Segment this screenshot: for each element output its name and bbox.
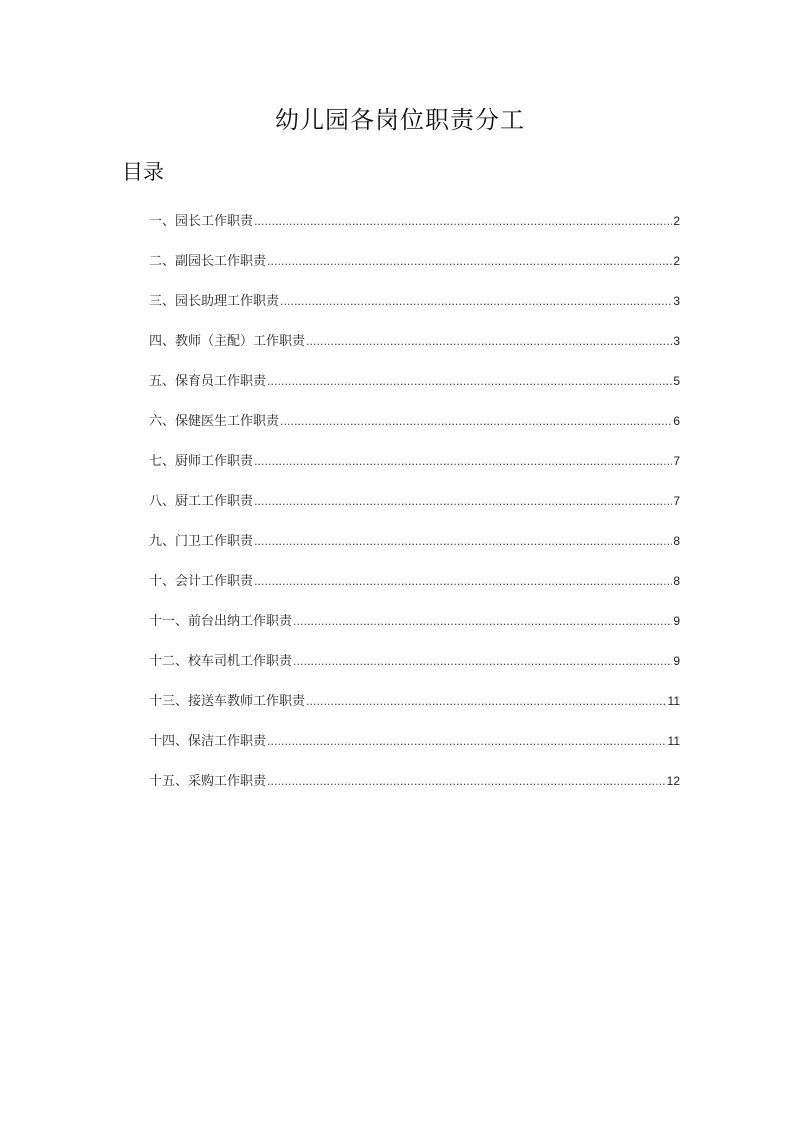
toc-entry[interactable] bbox=[149, 250, 680, 290]
toc-entry-page: 2 bbox=[673, 214, 680, 228]
toc-entry-label: 十二、校车司机工作职责 bbox=[149, 654, 293, 669]
toc-entry[interactable] bbox=[149, 330, 680, 370]
toc-entry-page: 7 bbox=[673, 454, 680, 468]
toc-entry-label: 三、园长助理工作职责 bbox=[149, 294, 280, 309]
toc-entry-label: 六、保健医生工作职责 bbox=[149, 414, 280, 429]
toc-entry[interactable] bbox=[149, 570, 680, 610]
toc-entry-page: 9 bbox=[673, 614, 680, 628]
toc-entry-label: 十三、接送车教师工作职责 bbox=[149, 694, 306, 709]
toc-entry[interactable] bbox=[149, 650, 680, 690]
toc-entry[interactable] bbox=[149, 210, 680, 250]
toc-entry[interactable] bbox=[149, 410, 680, 450]
toc-entry-page: 12 bbox=[666, 774, 680, 788]
toc-entry-label: 四、教师（主配）工作职责 bbox=[149, 334, 306, 349]
toc-entry[interactable] bbox=[149, 530, 680, 570]
table-of-contents bbox=[149, 210, 680, 810]
toc-dot-leader bbox=[254, 535, 672, 548]
toc-entry-label: 十、会计工作职责 bbox=[149, 574, 254, 589]
toc-dot-leader bbox=[267, 775, 666, 788]
toc-entry-page: 5 bbox=[673, 374, 680, 388]
toc-entry[interactable] bbox=[149, 770, 680, 810]
toc-dot-leader bbox=[267, 375, 672, 388]
toc-dot-leader bbox=[306, 335, 672, 348]
toc-dot-leader bbox=[280, 415, 672, 428]
toc-entry-label: 十五、采购工作职责 bbox=[149, 774, 267, 789]
toc-entry[interactable] bbox=[149, 290, 680, 330]
toc-entry-label: 二、副园长工作职责 bbox=[149, 254, 267, 269]
toc-entry-label: 七、厨师工作职责 bbox=[149, 454, 254, 469]
toc-dot-leader bbox=[267, 735, 667, 748]
toc-entry-page: 3 bbox=[673, 334, 680, 348]
toc-entry-page: 8 bbox=[673, 574, 680, 588]
toc-entry-page: 8 bbox=[673, 534, 680, 548]
toc-dot-leader bbox=[280, 295, 672, 308]
toc-entry-page: 6 bbox=[673, 414, 680, 428]
toc-entry-page: 9 bbox=[673, 654, 680, 668]
toc-heading: 目录 bbox=[122, 160, 164, 184]
toc-entry[interactable] bbox=[149, 370, 680, 410]
toc-entry-page: 2 bbox=[673, 254, 680, 268]
toc-entry[interactable] bbox=[149, 690, 680, 730]
toc-entry-page: 11 bbox=[667, 694, 680, 708]
toc-entry-label: 十一、前台出纳工作职责 bbox=[149, 614, 293, 629]
toc-entry-label: 五、保育员工作职责 bbox=[149, 374, 267, 389]
document-title: 幼儿园各岗位职责分工 bbox=[275, 106, 525, 134]
toc-entry-label: 八、厨工工作职责 bbox=[149, 494, 254, 509]
toc-entry[interactable] bbox=[149, 610, 680, 650]
toc-dot-leader bbox=[254, 215, 672, 228]
toc-entry-label: 九、门卫工作职责 bbox=[149, 534, 254, 549]
toc-entry-label: 一、园长工作职责 bbox=[149, 214, 254, 229]
toc-entry-page: 7 bbox=[673, 494, 680, 508]
toc-dot-leader bbox=[254, 455, 672, 468]
toc-entry-page: 3 bbox=[673, 294, 680, 308]
toc-entry[interactable] bbox=[149, 450, 680, 490]
toc-entry-label: 十四、保洁工作职责 bbox=[149, 734, 267, 749]
toc-entry-page: 11 bbox=[667, 734, 680, 748]
toc-dot-leader bbox=[306, 695, 667, 708]
toc-dot-leader bbox=[267, 255, 672, 268]
toc-dot-leader bbox=[254, 575, 672, 588]
toc-dot-leader bbox=[254, 495, 672, 508]
toc-entry[interactable] bbox=[149, 730, 680, 770]
toc-entry[interactable] bbox=[149, 490, 680, 530]
toc-dot-leader bbox=[293, 615, 672, 628]
toc-dot-leader bbox=[293, 655, 672, 668]
